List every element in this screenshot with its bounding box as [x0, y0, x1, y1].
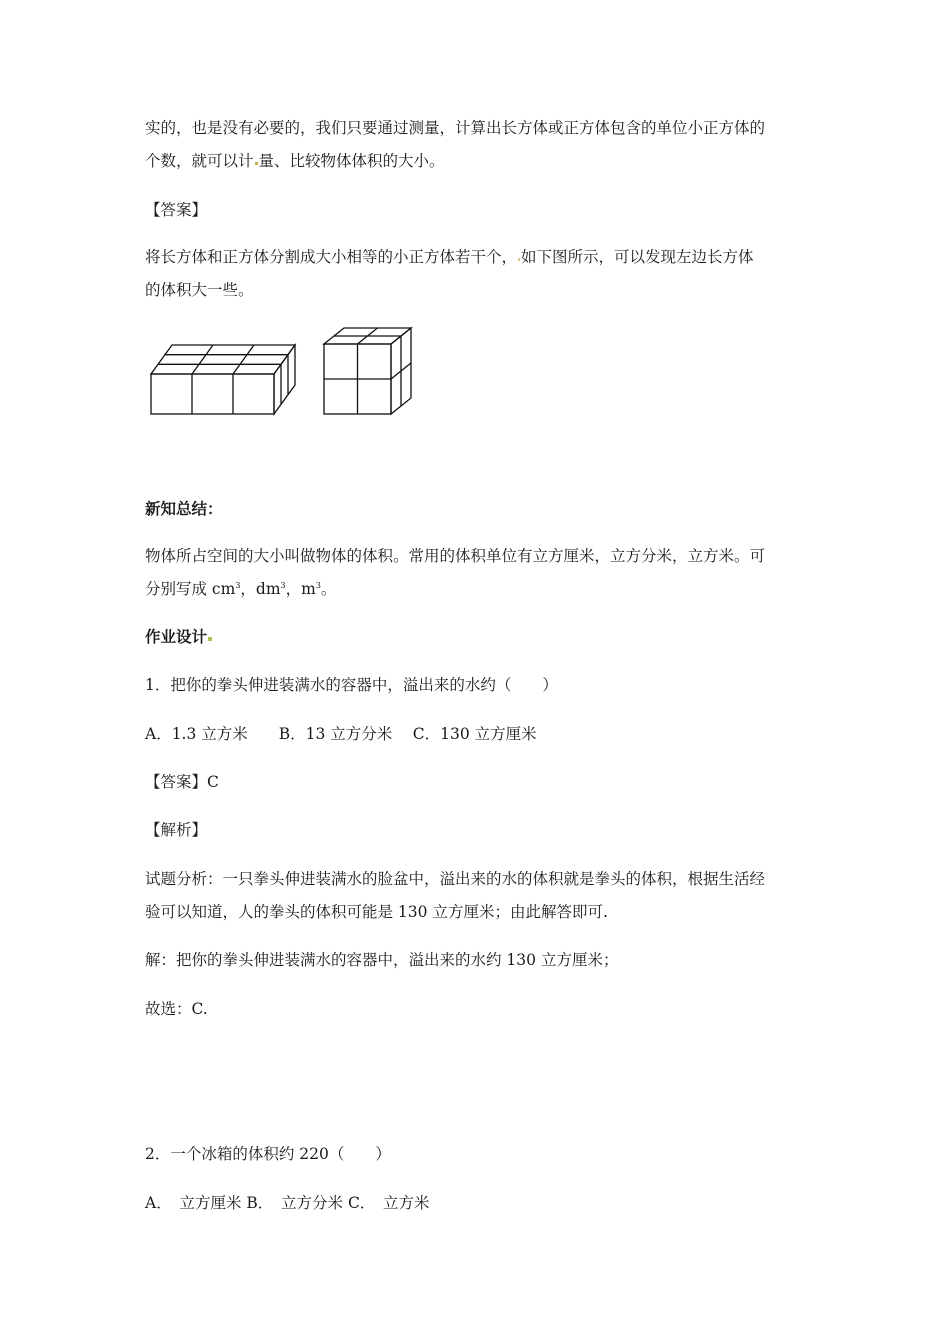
q1-options: A．1.3 立方米 B．13 立方分米 C．130 立方厘米: [145, 725, 537, 743]
superscript: 3: [280, 581, 286, 590]
q2-options: A． 立方厘米 B． 立方分米 C． 立方米: [145, 1194, 430, 1212]
intro-line-2: [145, 151, 445, 171]
unit-dm: ，dm: [240, 580, 281, 598]
cuboid-drawing: [151, 345, 295, 414]
superscript: 3: [315, 581, 321, 590]
q1-analysis-tag: 【解析】: [145, 821, 208, 839]
answer-line-2: 的体积大一些。: [145, 281, 254, 299]
cube-figure: [148, 326, 418, 418]
q1-analysis-line-2: 验可以知道，人的拳头的体积可能是 130 立方厘米；由此解答即可.: [145, 903, 608, 921]
unit-cm: 分别写成 cm: [145, 580, 236, 598]
homework-heading: [145, 627, 213, 647]
q1-choice: 故选：C.: [145, 1000, 208, 1018]
summary-line-2: [145, 579, 336, 599]
q1-answer: 【答案】C: [145, 773, 219, 791]
summary-line-1: 物体所占空间的大小叫做物体的体积。常用的体积单位有立方厘米，立方分米，立方米。可: [145, 547, 766, 565]
superscript: 3: [235, 581, 241, 590]
highlight-mark: [518, 258, 520, 261]
answer-line-1b: 如下图所示，可以发现左边长方体: [521, 248, 754, 266]
intro-line-1: 实的，也是没有必要的，我们只要通过测量，计算出长方体或正方体包含的单位小正方体的: [145, 119, 766, 137]
highlight-mark: [255, 162, 258, 165]
q1-analysis-line-1: 试题分析：一只拳头伸进装满水的脸盆中，溢出来的水的体积就是拳头的体积，根据生活经: [145, 870, 766, 888]
unit-m: ，m: [285, 580, 316, 598]
answer-line-1a: 将长方体和正方体分割成大小相等的小正方体若干个，: [145, 248, 518, 266]
answer-tag: 【答案】: [145, 201, 208, 219]
intro-line-2a: 个数，就可以计: [145, 152, 254, 170]
answer-line-1: [145, 247, 754, 267]
summary-heading: 新知总结：: [145, 499, 223, 518]
summary-end: 。: [320, 580, 337, 598]
highlight-mark: [208, 637, 212, 641]
cube-drawing: [324, 328, 411, 414]
q1-stem: 1．把你的拳头伸进装满水的容器中，溢出来的水约（ ）: [145, 676, 558, 694]
q2-stem: 2．一个冰箱的体积约 220（ ）: [145, 1145, 391, 1163]
homework-heading-text: 作业设计: [145, 627, 208, 646]
q1-solution: 解：把你的拳头伸进装满水的容器中，溢出来的水约 130 立方厘米；: [145, 951, 619, 969]
intro-line-2b: 量、比较物体体积的大小。: [258, 152, 445, 170]
